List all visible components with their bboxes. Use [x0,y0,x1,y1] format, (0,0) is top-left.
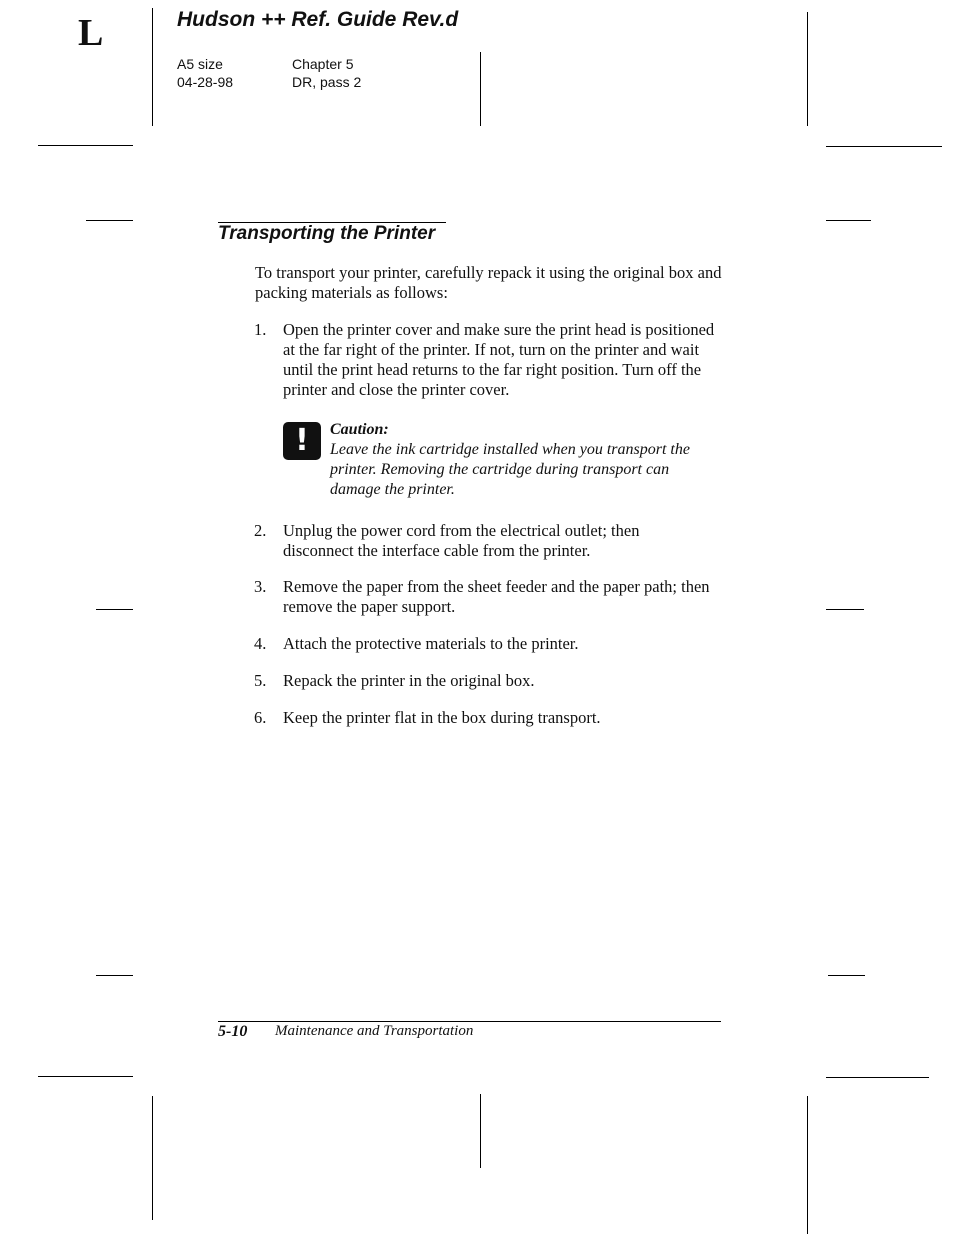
caution-exclamation-icon [283,422,321,460]
chapter-label: Chapter 5 [292,56,354,72]
intro-paragraph: To transport your printer, carefully repack it using the original box and packing materials as follows: [255,263,722,302]
footer-rule [218,1021,721,1022]
step-text: Attach the protective materials to the printer. [283,634,579,653]
crop-mark [152,8,153,126]
crop-mark [807,1096,808,1234]
paper-size: A5 size [177,56,223,72]
crop-mark [38,145,133,146]
crop-mark [480,1094,481,1168]
step-number: 5. [254,671,267,690]
step-text: Remove the paper from the sheet feeder and the paper path; then remove the paper support. [283,577,710,616]
crop-mark [826,1077,929,1078]
crop-mark [826,220,871,221]
crop-mark [826,609,864,610]
step-number: 3. [254,577,267,596]
step-text: Keep the printer flat in the box during transport. [283,708,601,727]
crop-mark [152,1096,153,1220]
pass-label: DR, pass 2 [292,74,362,90]
caution-text: Leave the ink cartridge installed when you transport the printer. Removing the cartridge during transport can damage the printer. [330,441,690,498]
caution-symbol: ! [295,423,309,458]
revision-date: 04-28-98 [177,74,234,90]
crop-mark [86,220,133,221]
step-number: 6. [254,708,267,727]
step-text: Repack the printer in the original box. [283,671,535,690]
crop-mark [826,146,942,147]
caution-heading: Caution: [330,421,389,438]
crop-mark [828,975,865,976]
crop-mark [480,52,481,126]
step-text: Unplug the power cord from the electrical outlet; then disconnect the interface cable from the printer. [283,521,640,560]
step-text: Open the printer cover and make sure the print head is positioned at the far right of the printer. If not, turn on the printer and wait until the print head returns to the far right position. Turn off the printer and close the printer cover. [283,320,715,399]
crop-mark [807,12,808,126]
section-title: Transporting the Printer [218,223,436,244]
section-letter: L [78,12,104,54]
crop-mark [38,1076,133,1077]
guide-title: Hudson ++ Ref. Guide Rev.d [177,8,459,31]
crop-mark [96,975,133,976]
footer-title: Maintenance and Transportation [275,1023,474,1039]
crop-mark [96,609,133,610]
step-number: 4. [254,634,267,653]
page-number: 5-10 [218,1023,248,1040]
step-number: 2. [254,521,267,540]
step-number: 1. [254,320,267,339]
